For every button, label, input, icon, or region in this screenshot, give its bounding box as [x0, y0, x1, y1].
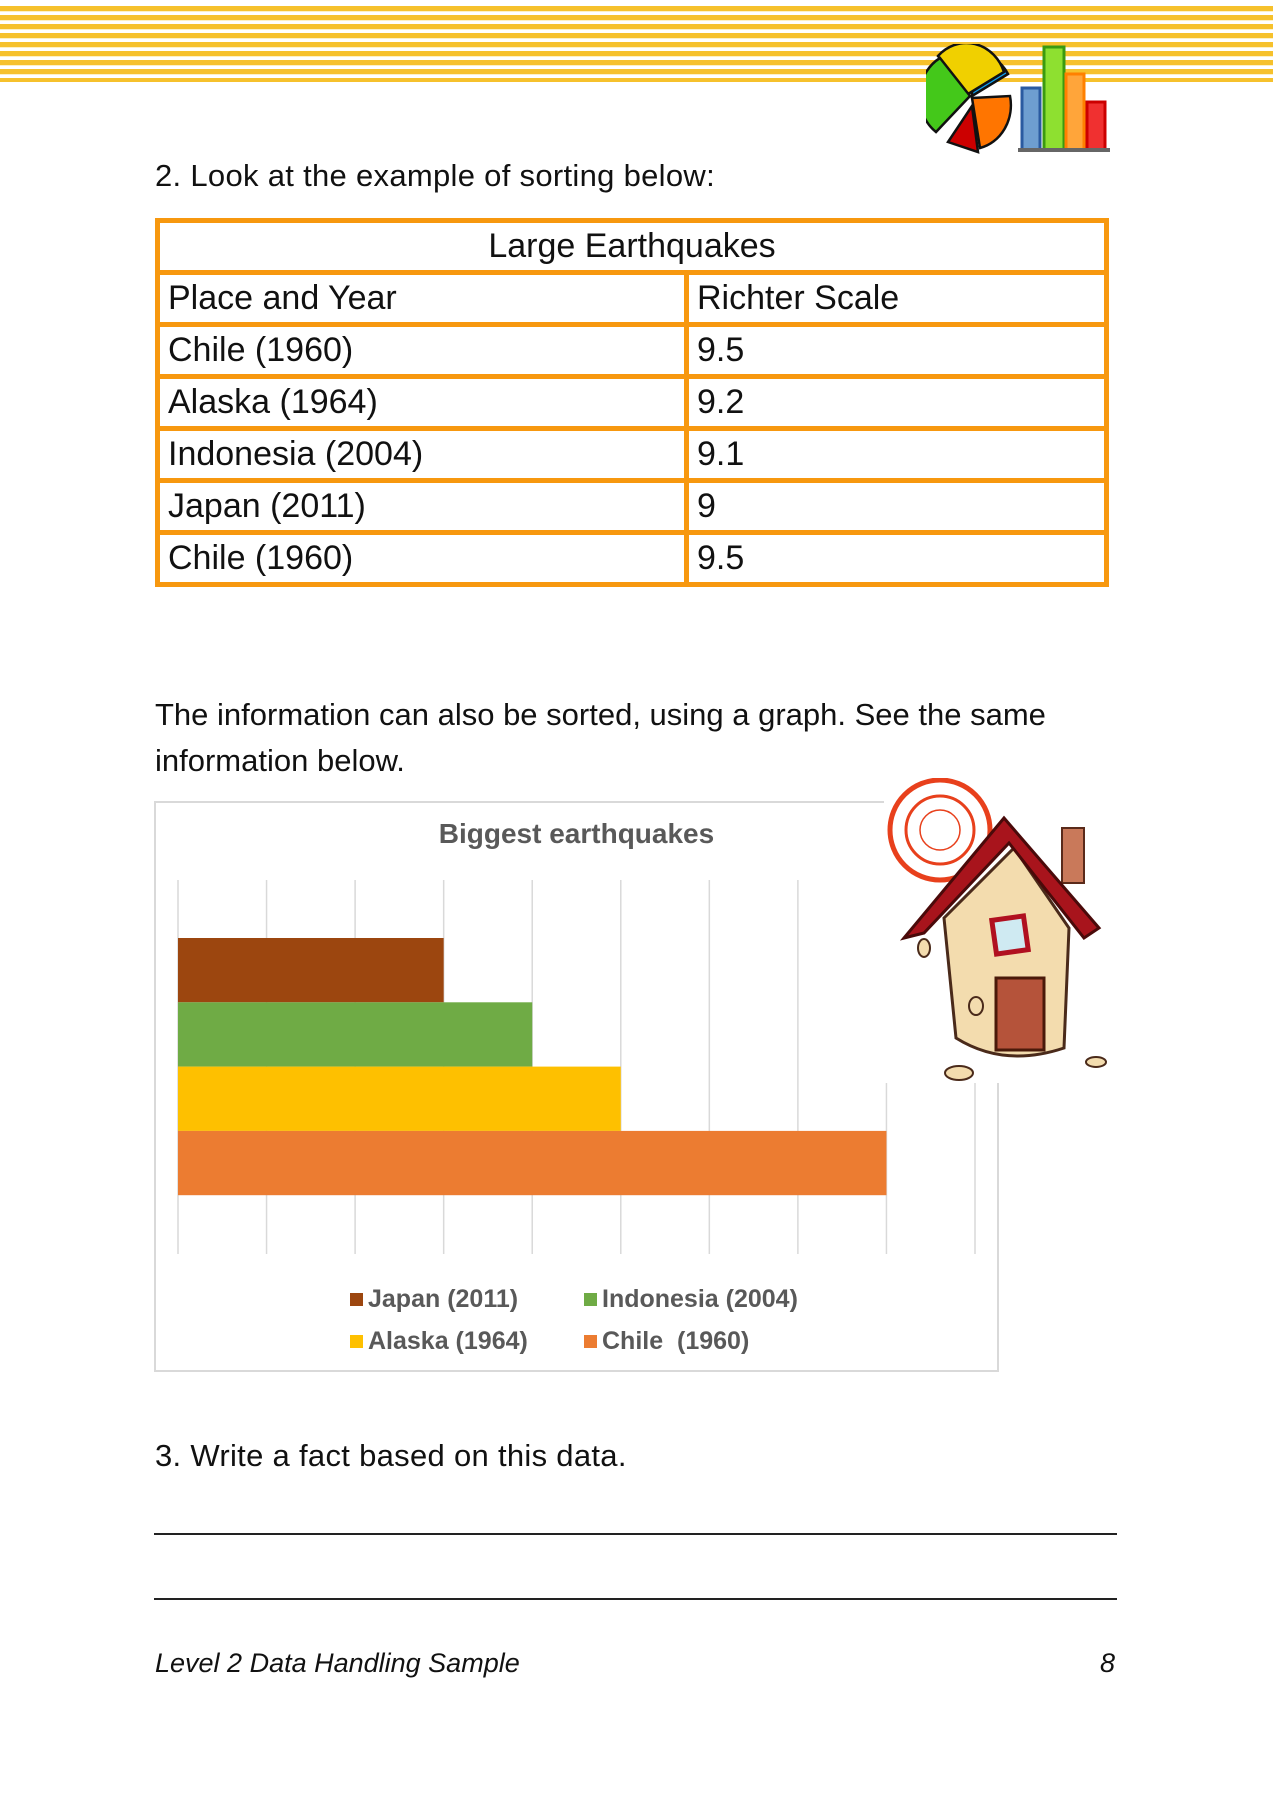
question-2: 2. Look at the example of sorting below: — [155, 158, 715, 193]
legend-item-japan — [350, 1285, 518, 1314]
earthquake-house-icon — [884, 778, 1124, 1083]
page-number: 8 — [1100, 1648, 1116, 1678]
cell-richter: 9.1 — [687, 429, 1107, 481]
bar-indonesia-2004 — [178, 1002, 532, 1066]
header-place-year: Place and Year — [158, 273, 687, 325]
legend-label: Alaska (1964) — [368, 1327, 528, 1355]
legend-item-alaska — [350, 1327, 528, 1356]
bar-chile-1960 — [178, 1131, 886, 1195]
cell-richter: 9 — [687, 481, 1107, 533]
footer-title: Level 2 Data Handling Sample — [155, 1648, 520, 1678]
legend-item-chile — [584, 1327, 749, 1356]
cell-place: Japan (2011) — [158, 481, 687, 533]
cell-place: Chile (1960) — [158, 533, 687, 585]
legend-swatch — [350, 1293, 363, 1306]
cell-richter: 9.2 — [687, 377, 1107, 429]
cell-place: Indonesia (2004) — [158, 429, 687, 481]
legend-label: Chile (1960) — [602, 1327, 750, 1355]
paragraph: The information can also be sorted, using a graph. See the same information below. — [155, 697, 1046, 778]
chart-title: Biggest earthquakes — [438, 818, 715, 849]
bar-alaska-1964 — [178, 1067, 621, 1131]
answer-line-2[interactable] — [154, 1598, 1117, 1600]
legend-label: Japan (2011) — [368, 1285, 519, 1313]
cell-place: Alaska (1964) — [158, 377, 687, 429]
cell-place: Chile (1960) — [158, 325, 687, 377]
legend-swatch — [350, 1335, 363, 1348]
legend-item-indonesia — [584, 1285, 798, 1314]
bar-japan-2011 — [178, 938, 444, 1002]
answer-line-1[interactable] — [154, 1533, 1117, 1535]
cell-richter: 9.5 — [687, 533, 1107, 585]
legend-swatch — [584, 1335, 597, 1348]
header-richter-scale: Richter Scale — [687, 273, 1107, 325]
question-3: 3. Write a fact based on this data. — [155, 1438, 627, 1473]
legend-swatch — [584, 1293, 597, 1306]
cell-richter: 9.5 — [687, 325, 1107, 377]
table-title: Large Earthquakes — [158, 221, 1107, 273]
legend-label: Indonesia (2004) — [602, 1285, 798, 1313]
